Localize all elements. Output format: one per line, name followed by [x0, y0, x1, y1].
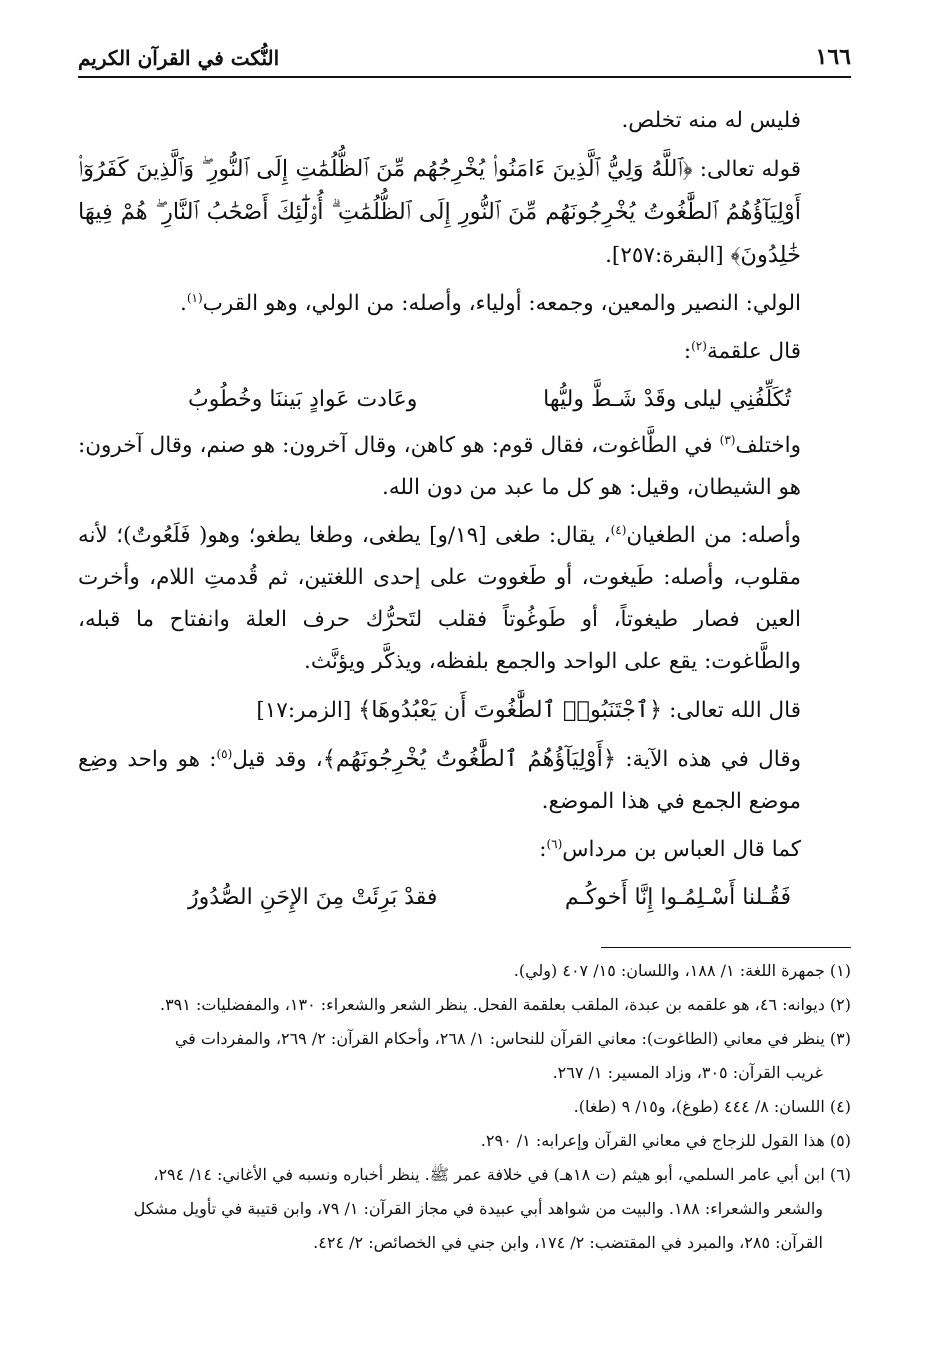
- paragraph: [78, 515, 851, 683]
- text-segment: :: [683, 339, 692, 364]
- text-segment: : هو واحد وضِع موضع الجمع في هذا الموضع.: [78, 747, 801, 814]
- footnote: (٢) ديوانه: ٤٦، هو علقمه بن عبدة، الملقب بعلقمة الفحل. ينظر الشعر والشعراء: ١٣٠، والمفضليات: ٣٩١.: [159, 995, 851, 1014]
- footnote-continuation: والشعر والشعراء: ١٨٨. والبيت من شواهد أبي عبيدة في مجاز القرآن: ١/ ٧٩، وابن قتيبة في تأويل مشكل: [133, 1199, 823, 1218]
- verse-reference: [البقرة:٢٥٧].: [605, 243, 731, 268]
- text-segment: في الطَّاغوت، فقال قوم: هو كاهن، وقال آخرون: هو صنم، وقال آخرون: هو الشيطان، وقيل: هو كل ما عبد من دون الله.: [78, 433, 801, 500]
- footnote-continuation: غريب القرآن: ٣٠٥، وزاد المسير: ١/ ٢٦٧.: [552, 1063, 823, 1082]
- paragraph: [78, 331, 851, 373]
- main-text: [78, 100, 851, 919]
- footnotes: [78, 956, 851, 1258]
- footnote-marker: (٦): [546, 836, 563, 851]
- text-segment: واختلف: [735, 433, 801, 458]
- verse-hemistich-left: فقدْ بَرِئَتْ مِنَ الإِحَنِ الصُّدُورُ: [188, 885, 438, 910]
- text-segment: ، يقال: طغى [١٩/و] يطغى، وطغا يطغو؛ وهو( فَلَعُوتٌ)؛ لأنه مقلوب، وأصله: طَيغوت، أو طَغووت على إحدى اللغتين، ثم قُدمتِ اللام، وأخرت العين فصار طيغوتاً، أو طَوغُوتاً فقلب لتَحرُّك حرف العلة وانفتاح ما قبله، والطَّاغوت: يقع على الواحد والجمع بلفظه، ويذكَّر ويؤنَّث.: [78, 523, 801, 674]
- page-number: ١٦٦: [815, 44, 851, 70]
- footnote: (٤) اللسان: ٨/ ٤٤٤ (طوغ)، و١٥/ ٩ (طغا).: [573, 1097, 851, 1116]
- footnote-marker: (٢): [691, 338, 707, 353]
- paragraph: [78, 829, 851, 871]
- poetry-verse: [78, 877, 851, 919]
- text-segment: .: [179, 291, 187, 316]
- text-segment: وأصله: من الطغيان: [626, 523, 801, 548]
- footnote: (٥) هذا القول للزجاج في معاني القرآن وإعرابه: ١/ ٢٩٠.: [480, 1131, 851, 1150]
- footnote: (١) جمهرة اللغة: ١/ ١٨٨، واللسان: ١٥/ ٤٠٧ (ولي).: [513, 961, 851, 980]
- quran-verse: ﴿ٱللَّهُ وَلِيُّ ٱلَّذِينَ ءَامَنُوا۟ يُخْرِجُهُم مِّنَ ٱلظُّلُمَٰتِ إِلَى ٱلنُّورِ ۖ وَٱلَّذِينَ كَفَرُوٓا۟ أَوْلِيَآؤُهُمُ ٱلطَّٰغُوتُ يُخْرِجُونَهُم مِّنَ ٱلنُّورِ إِلَى ٱلظُّلُمَٰتِ ۗ أُو۟لَٰٓئِكَ أَصْحَٰبُ ٱلنَّارِ ۖ هُمْ فِيهَا خَٰلِدُونَ﴾: [78, 156, 801, 268]
- footnote: (٦) ابن أبي عامر السلمي، أبو هيثم (ت ١٨هـ) في خلافة عمر ﷺ. ينظر أخباره ونسبه في الأغاني: ١٤/ ٢٩٤،: [153, 1165, 851, 1184]
- text-segment: وقال في هذه الآية:: [616, 747, 801, 772]
- paragraph-quran-verse: [78, 148, 851, 277]
- verse-hemistich-right: فَقُـلنا أَسْـلِمُـوا إِنَّا أَخوكُـم: [564, 885, 791, 910]
- text-segment: :: [539, 837, 547, 862]
- verse-hemistich-left: وعَادت عَوادٍ بَيننَا وخُطُوبُ: [188, 387, 418, 412]
- paragraph-quran-verse: [78, 689, 851, 732]
- text-segment: الولي: النصير والمعين، وجمعه: أولياء، وأصله: من الولي، وهو القرب: [202, 291, 801, 316]
- paragraph: [78, 425, 851, 509]
- text-segment: كما قال العباس بن مرداس: [562, 837, 801, 862]
- verse-hemistich-right: تُكَلِّفُنِي ليلى وقَدْ شَـطَّ وليُّها: [543, 387, 791, 412]
- text-segment: قال الله تعالى:: [662, 698, 801, 723]
- footnote-continuation: القرآن: ٢٨٥، والمبرد في المقتضب: ٢/ ١٧٤، وابن جني في الخصائص: ٢/ ٤٢٤.: [313, 1233, 823, 1252]
- footnote-divider: [601, 947, 851, 948]
- text-segment: قوله تعالى:: [692, 157, 801, 182]
- poetry-verse: [78, 379, 851, 421]
- footnote-marker: (١): [186, 290, 203, 305]
- footnote: (٣) ينظر في معاني (الطاغوت): معاني القرآن للنحاس: ١/ ٢٦٨، وأحكام القرآن: ٢/ ٢٦٩، والمفردات في: [174, 1029, 851, 1048]
- book-title: النُّكت في القرآن الكريم: [78, 46, 280, 70]
- paragraph: [78, 738, 851, 823]
- text-segment: قال علقمة: [706, 339, 801, 364]
- page-header: [78, 44, 851, 78]
- paragraph: فليس له منه تخلص.: [621, 108, 801, 133]
- footnote-marker: (٥): [216, 746, 233, 761]
- paragraph: [78, 283, 851, 325]
- footnote-marker: (٤): [610, 522, 627, 537]
- quran-verse: ﴿ٱجْتَنَبُوا۟ ٱلطَّٰغُوتَ أَن يَعْبُدُوهَا﴾: [358, 697, 663, 723]
- text-segment: ، وقد قيل: [232, 747, 323, 772]
- verse-reference: [الزمر:١٧]: [256, 698, 359, 723]
- quran-verse: ﴿أَوْلِيَآؤُهُمُ ٱلطَّٰغُوتُ يُخْرِجُونَهُم﴾: [322, 746, 617, 772]
- footnote-marker: (٣): [719, 432, 736, 447]
